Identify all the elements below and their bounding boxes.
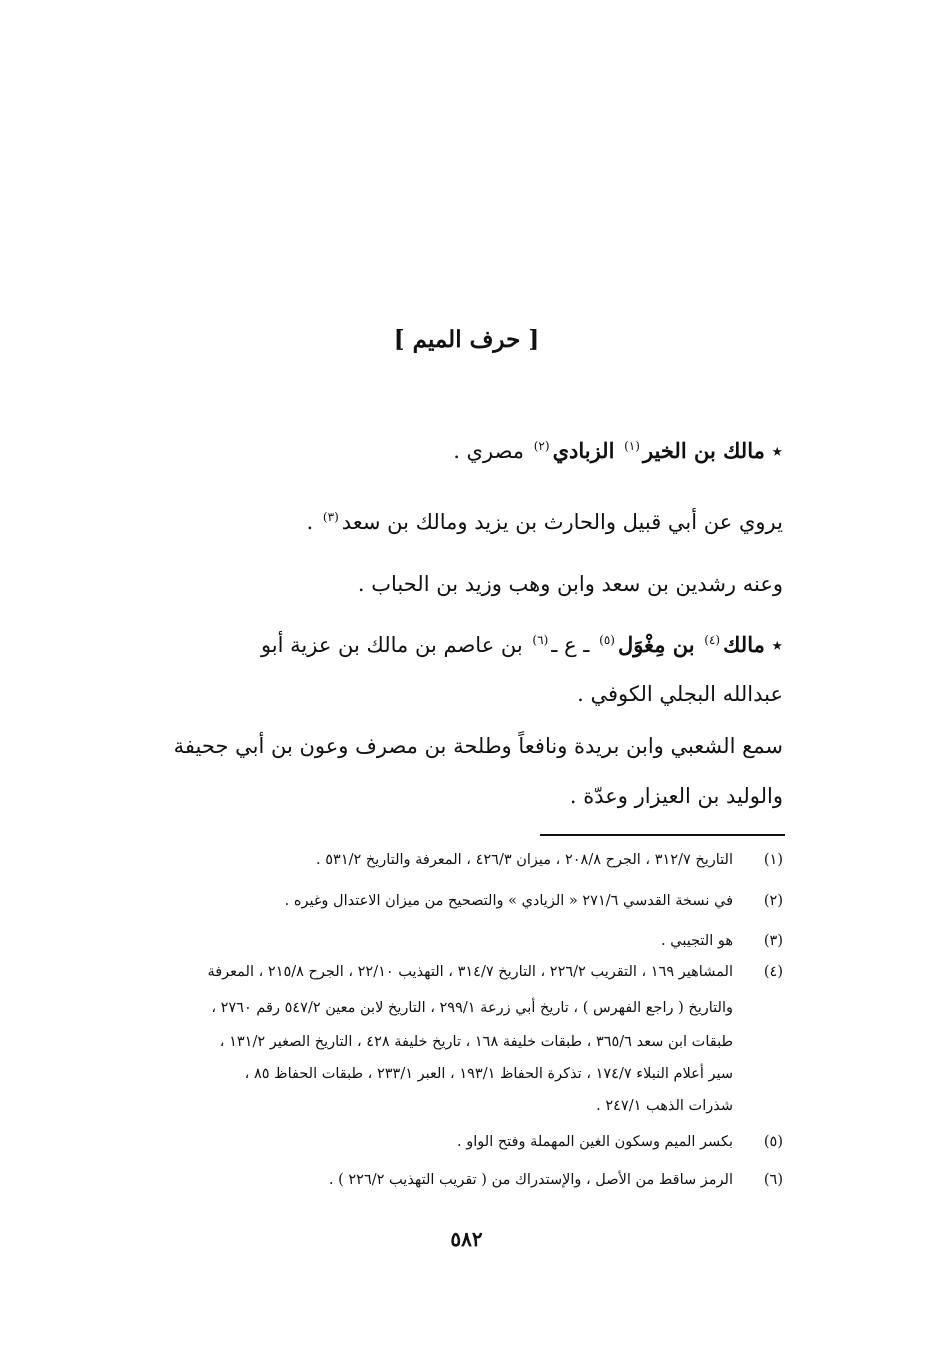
body-line-end: . [306, 510, 314, 534]
narrator-name: مالك [723, 632, 765, 657]
narrator-name: مالك بن الخير [642, 438, 765, 463]
footnote-number: (١) [763, 852, 783, 868]
footnote-number: (٦) [763, 1172, 783, 1188]
footnote-text: بكسر الميم وسكون الغين المهملة وفتح الواو . [457, 1134, 733, 1150]
footnote-text: سير أعلام النبلاء ١٧٤/٧ ، تذكرة الحفاظ ١٩٣/١ ، العبر ٢٣٣/١ ، طبقات الحفاظ ٨٥ ، [244, 1066, 733, 1082]
footnote-separator [540, 834, 785, 836]
entry-2-heading [143, 632, 783, 658]
footnote-number: (٣) [763, 933, 783, 949]
footnote-text: شذرات الذهب ٢٤٧/١ . [596, 1098, 733, 1114]
footnote-text: التاريخ ٣١٢/٧ ، الجرح ٢٠٨/٨ ، ميزان ٤٢٦/٣ ، المعرفة والتاريخ ٥٣١/٢ . [316, 852, 733, 868]
footnote-ref: (٥) [599, 633, 615, 647]
entry-1-narrates-from [143, 510, 783, 535]
narrator-nisba: الزبادي [552, 438, 615, 463]
entry-bullet: ٭ [771, 633, 783, 657]
footnote-text: هو التجيبي . [661, 933, 733, 949]
page-number: ٥٨٢ [450, 1227, 483, 1251]
entry-bullet: ٭ [771, 439, 783, 463]
footnote-text: طبقات ابن سعد ٣٦٥/٦ ، طبقات خليفة ١٦٨ ، تاريخ خليفة ٤٢٨ ، التاريخ الصغير ١٣١/٢ ، [219, 1034, 733, 1050]
footnote-ref: (٤) [704, 633, 721, 647]
entry-1-heading [143, 438, 783, 464]
footnote-ref: (٢) [533, 439, 550, 453]
footnote-ref: (٦) [532, 633, 549, 647]
entry-2-heard-from: سمع الشعبي وابن بريدة ونافعاً وطلحة بن مصرف وعون بن أبي جحيفة [173, 734, 783, 758]
rijal-symbol: ـ ع ـ [551, 633, 590, 657]
entry-2-heard-from-cont: والوليد بن العيزار وعدّة . [569, 784, 783, 808]
chapter-heading: [ حرف الميم ] [393, 326, 540, 353]
body-line: يروي عن أبي قبيل والحارث بن يزيد ومالك بن سعد [341, 510, 783, 534]
footnote-text: في نسخة القدسي ٢٧١/٦ « الزيادي » والتصحيح من ميزان الاعتدال وغيره . [284, 893, 733, 909]
footnote-number: (٥) [763, 1134, 783, 1150]
entry-2-kunya: عبدالله البجلي الكوفي . [577, 682, 783, 706]
narrator-nasab: بن مِغْوَل [617, 632, 695, 657]
footnote-ref: (٣) [322, 510, 339, 524]
entry-1-narrated-by: وعنه رشدين بن سعد وابن وهب وزيد بن الحباب . [357, 572, 783, 596]
footnote-text: والتاريخ ( راجع الفهرس ) ، تاريخ أبي زرعة ٢٩٩/١ ، التاريخ لابن معين ٥٤٧/٢ رقم ٢٧٦٠ ، [211, 1000, 733, 1016]
footnote-text: المشاهير ١٦٩ ، التقريب ٢٢٦/٢ ، التاريخ ٣١٤/٧ ، التهذيب ٢٢/١٠ ، الجرح ٢١٥/٨ ، المعرفة [207, 964, 733, 980]
entry-tail: مصري . [453, 439, 525, 463]
footnote-number: (٢) [763, 893, 783, 909]
footnote-text: الرمز ساقط من الأصل ، والإستدراك من ( تقريب التهذيب ٢٢٦/٢ ) . [328, 1172, 733, 1188]
footnote-number: (٤) [763, 964, 783, 980]
footnote-ref: (١) [624, 439, 640, 453]
entry-tail: بن عاصم بن مالك بن عزية أبو [260, 633, 523, 657]
